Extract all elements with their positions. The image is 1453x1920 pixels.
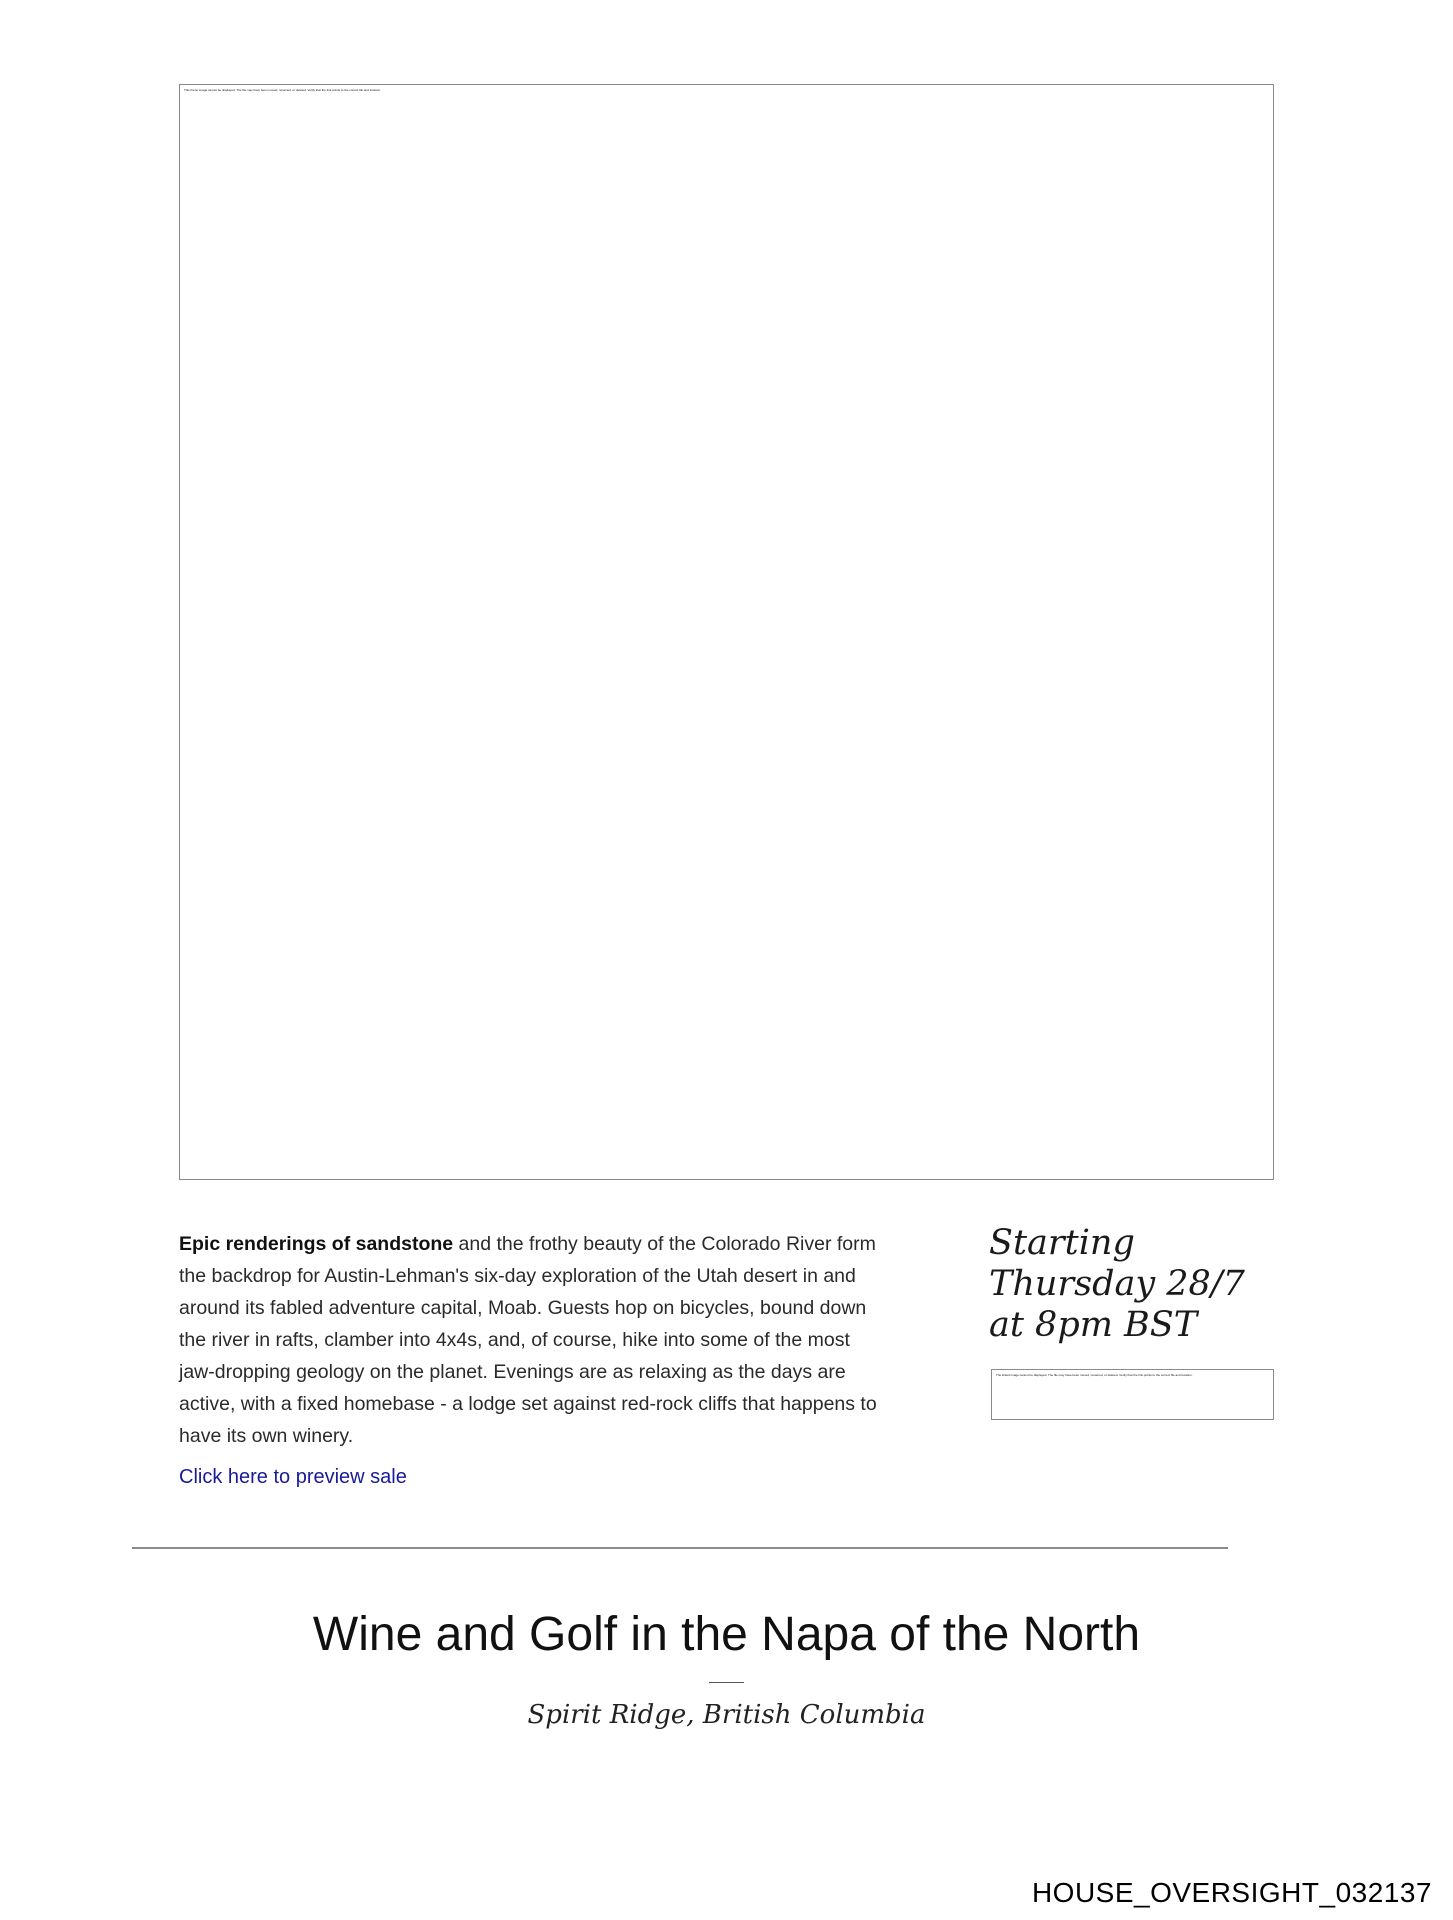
document-id: HOUSE_OVERSIGHT_032137 bbox=[1031, 1877, 1432, 1908]
section-subtitle: Spirit Ridge, British Columbia bbox=[527, 1700, 926, 1730]
start-date-text: Starting Thursday 28/7 at 8pm BST bbox=[989, 1223, 1245, 1345]
section-title: Wine and Golf in the Napa of the North bbox=[312, 1608, 1141, 1661]
article-body bbox=[179, 1228, 879, 1452]
hero-image-caption: This frame image cannot be displayed. The file may have been moved, renamed, or deleted. Verify that the link points to the correct file and location. bbox=[184, 88, 381, 92]
title-rule bbox=[709, 1682, 744, 1683]
sidebar-image-placeholder bbox=[991, 1369, 1274, 1420]
article-lead: Epic renderings of sandstone bbox=[179, 1233, 454, 1255]
hero-image-placeholder bbox=[179, 84, 1274, 1180]
preview-sale-link[interactable]: Click here to preview sale bbox=[179, 1466, 407, 1488]
sidebar-image-caption: The linked image cannot be displayed. The file may have been moved, renamed, or deleted. Verify that the link points to the correct file and location. bbox=[996, 1373, 1193, 1377]
section-divider bbox=[132, 1547, 1228, 1549]
article-text: and the frothy beauty of the Colorado River form the backdrop for Austin-Lehman's six-day exploration of the Utah desert in and around its fabled adventure capital, Moab. Guests hop on bicycles, bound down the river in rafts, clamber into 4x4s, and, of course, hike into some of the most jaw-dropping geology on the planet. Evenings are as relaxing as the days are active, with a fixed homebase - a lodge set against red-rock cliffs that happens to have its own winery. bbox=[179, 1233, 877, 1447]
